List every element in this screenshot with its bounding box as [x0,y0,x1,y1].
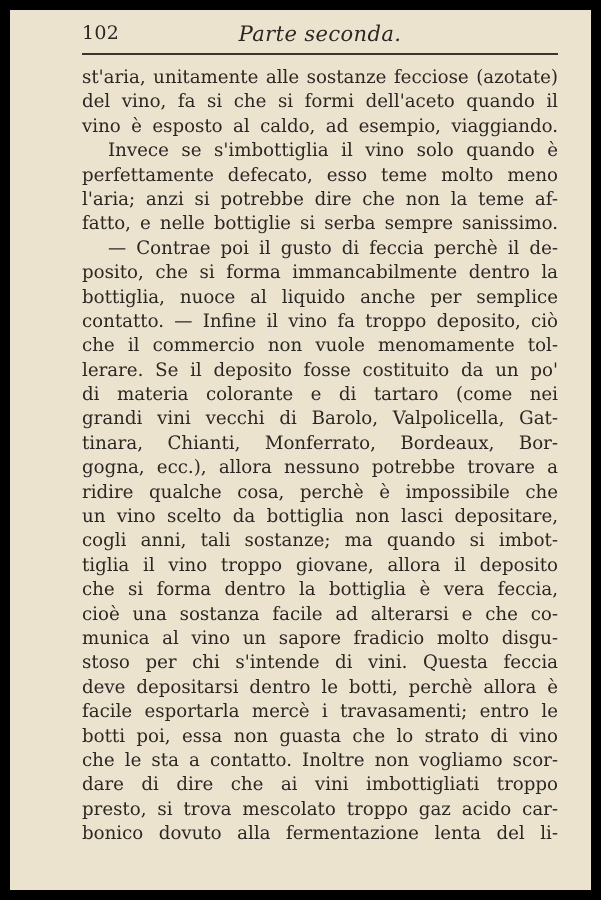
text-line: tinara, Chianti, Monferrato, Bordeaux, Bor- [82,432,558,454]
text-line: gogna, ecc.), allora nessuno potrebbe trovare a [82,457,558,479]
header-rule [82,53,558,55]
text-line: — Contrae poi il gusto di feccia perchè il de- [108,237,558,259]
running-title: Parte seconda. [238,22,402,46]
text-line: l'aria; anzi si potrebbe dire che non la teme af- [82,188,558,210]
page-number: 102 [82,22,120,44]
text-line: presto, si trova mescolato troppo gaz acido car- [82,798,558,820]
body-text [82,66,558,847]
text-line: che si forma dentro la bottiglia è vera feccia, [82,579,558,601]
text-line: tiglia il vino troppo giovane, allora il deposito [82,554,558,576]
text-line: lerare. Se il deposito fosse costituito da un po' [82,359,558,381]
text-line: bonico dovuto alla fermentazione lenta del li- [82,823,558,845]
text-line: grandi vini vecchi di Barolo, Valpolicella, Gat- [82,408,558,430]
book-page [10,10,591,890]
text-line: botti poi, essa non guasta che lo strato di vino [82,725,558,747]
text-line: bottiglia, nuoce al liquido anche per semplice [82,286,558,308]
text-line: vino è esposto al caldo, ad esempio, viaggiando. [82,115,558,137]
text-line: Invece se s'imbottiglia il vino solo quando è [108,140,558,162]
text-line: deve depositarsi dentro le botti, perchè allora è [82,676,558,698]
text-line: cioè una sostanza facile ad alterarsi e che co- [82,603,558,625]
text-line: stoso per chi s'intende di vini. Questa feccia [82,652,558,674]
text-line: dare di dire che ai vini imbottigliati troppo [82,774,558,796]
page-header [82,18,558,52]
text-line: ridire qualche cosa, perchè è impossibile che [82,481,558,503]
text-line: perfettamente defecato, esso teme molto meno [82,164,558,186]
text-line: posito, che si forma immancabilmente dentro la [82,262,558,284]
text-line: munica al vino un sapore fradicio molto disgu- [82,627,558,649]
text-line: st'aria, unitamente alle sostanze fecciose (azotate) [82,67,558,88]
text-line: un vino scelto da bottiglia non lasci depositare, [82,506,558,528]
text-line: facile esportarla mercè i travasamenti; entro le [82,701,558,723]
text-line: cogli anni, tali sostanze; ma quando si imbot- [82,530,558,552]
text-line: contatto. — Infine il vino fa troppo deposito, ciò [82,310,558,332]
text-line: fatto, e nelle bottiglie si serba sempre sanissimo. [82,213,558,235]
text-line: che le sta a contatto. Inoltre non vogliamo scor- [82,749,558,771]
text-line: di materia colorante e di tartaro (come nei [82,384,558,406]
text-line: del vino, fa si che si formi dell'aceto quando il [82,91,558,113]
text-line: che il commercio non vuole menomamente tol- [82,335,558,357]
